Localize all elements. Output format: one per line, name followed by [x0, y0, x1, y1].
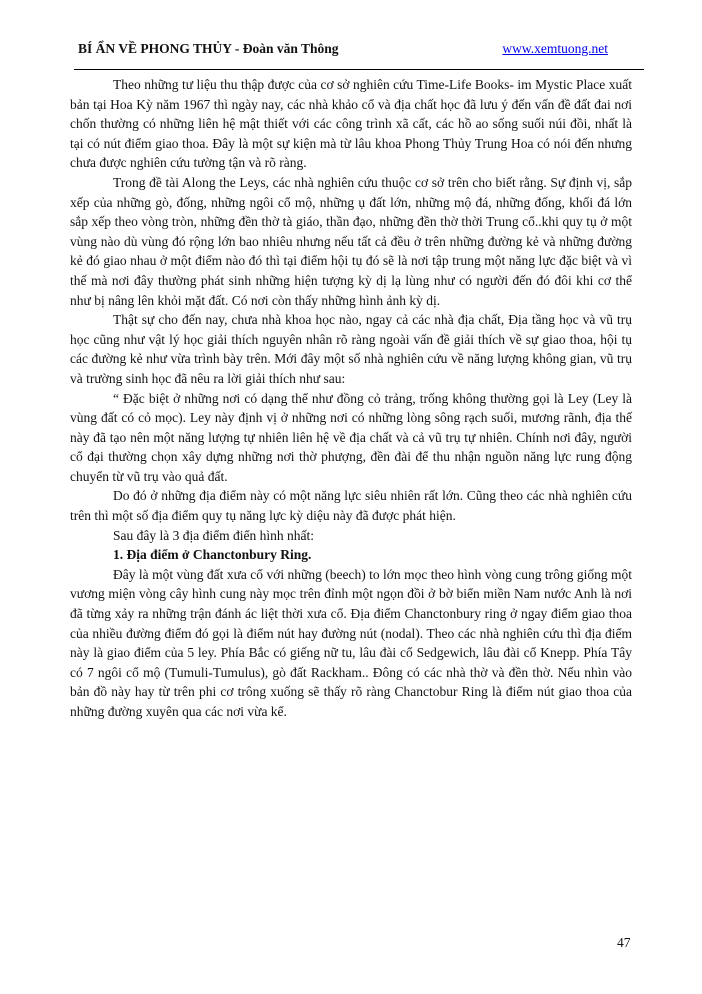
paragraph-5: Do đó ở những địa điểm này có một năng lực siêu nhiên rất lớn. Cũng theo các nhà nghiên cứu trên thì một số địa điểm quy tụ năng lực kỳ diệu này đã được phát hiện. — [70, 488, 632, 524]
website-link[interactable]: www.xemtuong.net — [502, 41, 608, 56]
paragraph-3: Thật sự cho đến nay, chưa nhà khoa học nào, ngay cả các nhà địa chất, Địa tầng học và vũ trụ học cũng như vật lý học giải thích nguyên nhân rõ ràng ngoài vấn đề giải thích về sự giao thoa, hội tụ các đường kẻ như vừa trình bày trên. Mới đây một số nhà nghiên cứu về năng lượng không gian, vũ trụ và trường sinh học đã nêu ra lời giải thích như sau: — [70, 312, 632, 386]
section-paragraph: Đây là một vùng đất xưa cổ với những (beech) to lớn mọc theo hình vòng cung trông giống một vương miện vòng cây hình cung này mọc trên đỉnh một ngọn đồi ở bờ biển miền Nam nước Anh là nơi đã từng xảy ra những trận đánh ác liệt thời xưa cổ. Địa điểm Chanctonbury ring ở ngay điểm giao thoa của nhiều đường điểm đó gọi là điểm nút hay đường nút (nodal). Theo các nhà nghiên cứu thì địa điểm này là giao điểm của 5 ley. Phía Bắc có giếng nữ tu, lâu đài cổ Sedgewich, lâu đài cổ Knepp. Phía Tây có 7 ngôi cổ mộ (Tumuli-Tumulus), gò đất Rackham.. Đông có các nhà thờ và đền thờ. Nếu nhìn vào bản đồ này hay từ trên phi cơ trông xuống sẽ thấy rõ ràng Chanctobur Ring là điểm nút giao thoa của những đường xuyên qua các nơi vừa kể. — [70, 566, 632, 719]
page-number: 47 — [617, 935, 631, 950]
page-header — [78, 41, 608, 61]
paragraph-2: Trong đề tài Along the Leys, các nhà nghiên cứu thuộc cơ sở trên cho biết rằng. Sự định vị, sắp xếp của những gò, đống, những ngôi cổ mộ, những ụ đất lớn, những mộ đá, những đống, khối đá lớn sắp xếp theo vòng tròn, những đền thờ tà giáo, thần đạo, những đền thờ thời Trung cổ..khi quy tụ ở một vùng nào dù vùng đó rộng lớn bao nhiêu nhưng nếu tất cả đều ở trên những đường kẻ và những đường kẻ đó giao nhau ở một điểm nào đó thì tại điểm hội tụ đó sẽ là nơi tập trung một năng lực đặc biệt và vì thế mà nơi đây thường phát sinh những hiện tượng kỳ dị lạ lùng như có người đến đó đôi khi cơ thể như bị nâng lên khỏi mặt đất. Có nơi còn thấy những hình ảnh kỳ dị. — [70, 174, 632, 308]
paragraph-1: Theo những tư liệu thu thập được của cơ sở nghiên cứu Time-Life Books- im Mystic Place xuất bản tại Hoa Kỳ năm 1967 thì ngày nay, các nhà khảo cổ và địa chất học đã lưu ý đến vấn đề đất đai nơi chốn thường có những liên hệ mật thiết với các công trình xã cất, các hồ ao sống suối núi đồi, nhất là tại có nút điểm giao thoa. Đây là một sự kiện mà từ lâu khoa Phong Thủy Trung Hoa có nói đến nhưng chưa được nghiên cứu tường tận và rõ ràng. — [70, 77, 632, 171]
page-body — [70, 75, 632, 722]
paragraph-4-quote: “ Đặc biệt ở những nơi có dạng thể như đồng cỏ trảng, trống không thường gọi là Ley (Ley là vùng đất có cỏ mọc). Ley này định vị ở những nơi có những lòng sông rạch suối, mương rãnh, địa thế này đã tạo nên một năng lượng tự nhiên liên hệ về địa chất và cả vũ trụ tự nhiên. Chính nơi đây, người cổ đại thường chọn xây dựng những nơi thờ phượng, đền đài để thu nhận nguồn năng lực rung động chuyển từ vũ trụ vào quả đất. — [70, 390, 632, 484]
paragraph-6: Sau đây là 3 địa điểm điển hình nhất: — [113, 527, 314, 543]
header-title: BÍ ẨN VỀ PHONG THỦY - Đoàn văn Thông — [78, 41, 339, 56]
header-divider — [74, 69, 644, 70]
section-heading: 1. Địa điểm ở Chanctonbury Ring. — [113, 547, 312, 563]
